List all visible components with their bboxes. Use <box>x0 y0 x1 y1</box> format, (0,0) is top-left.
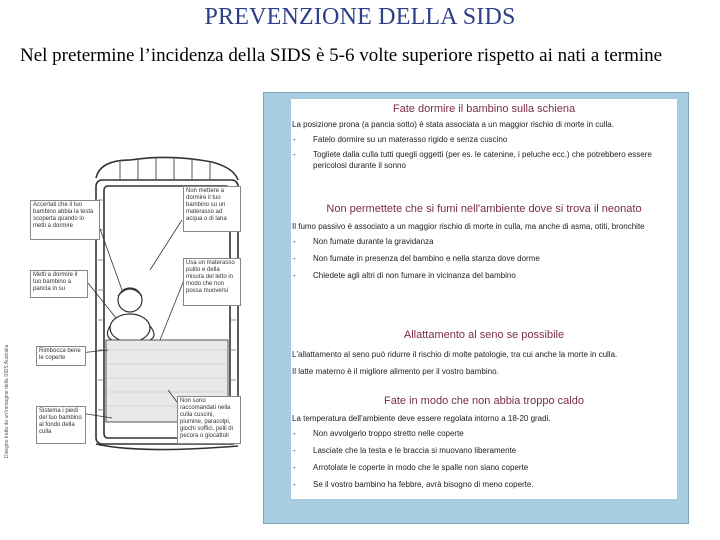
section-paragraph: L'allattamento al seno può ridurre il rischio di molte patologie, tra cui anche la morte in culla. <box>292 350 618 359</box>
list-item: - Lasciate che la testa e le braccia si muovano liberamente <box>293 446 517 455</box>
list-item: - Non fumate durante la gravidanza <box>293 237 434 246</box>
list-item: - Togliete dalla culla tutti quegli oggetti (per es. le catenine, i peluche ecc.) che potrebbero essere pericolosi durante il sonno <box>293 150 652 170</box>
note-back-sleep: Metti a dormire il tuo bambino a pancia in su <box>30 270 88 298</box>
section-heading: Non permettete che si fumi nell'ambiente dove si trova il neonato <box>326 203 642 215</box>
note-no-pillows: Non sono raccomandati nella culla cuscini, piumine, paracolpi, giochi soffici, pelli di pecora o giocattoli <box>177 396 241 444</box>
note-water-mattress: Non mettere a dormire il tuo bambino su un materasso ad acqua o di lana <box>183 186 241 232</box>
section-paragraph: La posizione prona (a pancia sotto) è stata associata a un maggior rischio di morte in culla. <box>292 120 614 129</box>
note-tuck-blankets: Rimbocca bene le coperte <box>36 346 86 366</box>
note-feet-bottom: Sistema i piedi del tuo bambino al fondo della culla <box>36 406 86 444</box>
section-heading: Fate in modo che non abbia troppo caldo <box>384 395 584 407</box>
section-heading: Allattamento al seno se possibile <box>403 329 565 341</box>
leaflet-document <box>291 99 677 499</box>
section-breastfeeding <box>291 329 677 377</box>
section-paragraph: La temperatura dell'ambiente deve essere regolata intorno a 18-20 gradi. <box>292 414 551 423</box>
section-heading: Fate dormire il bambino sulla schiena <box>392 103 576 115</box>
slide-title: PREVENZIONE DELLA SIDS <box>204 4 516 30</box>
section-back-sleep <box>291 103 677 171</box>
list-item: - Se il vostro bambino ha febbre, avrà bisogno di meno coperte. <box>293 480 534 489</box>
list-item: - Arrotolate le coperte in modo che le spalle non siano coperte <box>293 463 529 472</box>
intro-text: Nel pretermine l’incidenza della SIDS è 5-6 volte superiore rispetto ai nati a termine <box>20 45 663 66</box>
note-clean-mattress: Usa un materasso pulito e della misura del letto in modo che non possa muoversi <box>183 258 241 306</box>
crib-illustration <box>0 150 272 460</box>
illustration-credit: Disegno tratto da un'immagine della SIDS Australia <box>4 344 10 458</box>
note-head-uncovered: Accertati che il tuo bambino abbia la testa scoperta quando lo metti a dormire <box>30 200 100 240</box>
section-not-too-hot <box>291 395 677 490</box>
section-no-smoke <box>291 203 677 281</box>
list-item: - Non fumate in presenza del bambino e nella stanza dove dorme <box>293 254 540 263</box>
section-paragraph: Il latte materno è il migliore alimento per il vostro bambino. <box>292 367 499 376</box>
list-item: - Non avvolgerlo troppo stretto nelle coperte <box>293 429 464 438</box>
baby-figure <box>107 288 154 342</box>
list-item: - Fatelo dormire su un materasso rigido e senza cuscino <box>293 135 508 144</box>
list-item: - Chiedete agli altri di non fumare in vicinanza del bambino <box>293 271 516 280</box>
section-paragraph: Il fumo passivo è associato a un maggior rischio di morte in culla, ma anche di asma, otiti, bronchite <box>292 222 645 231</box>
